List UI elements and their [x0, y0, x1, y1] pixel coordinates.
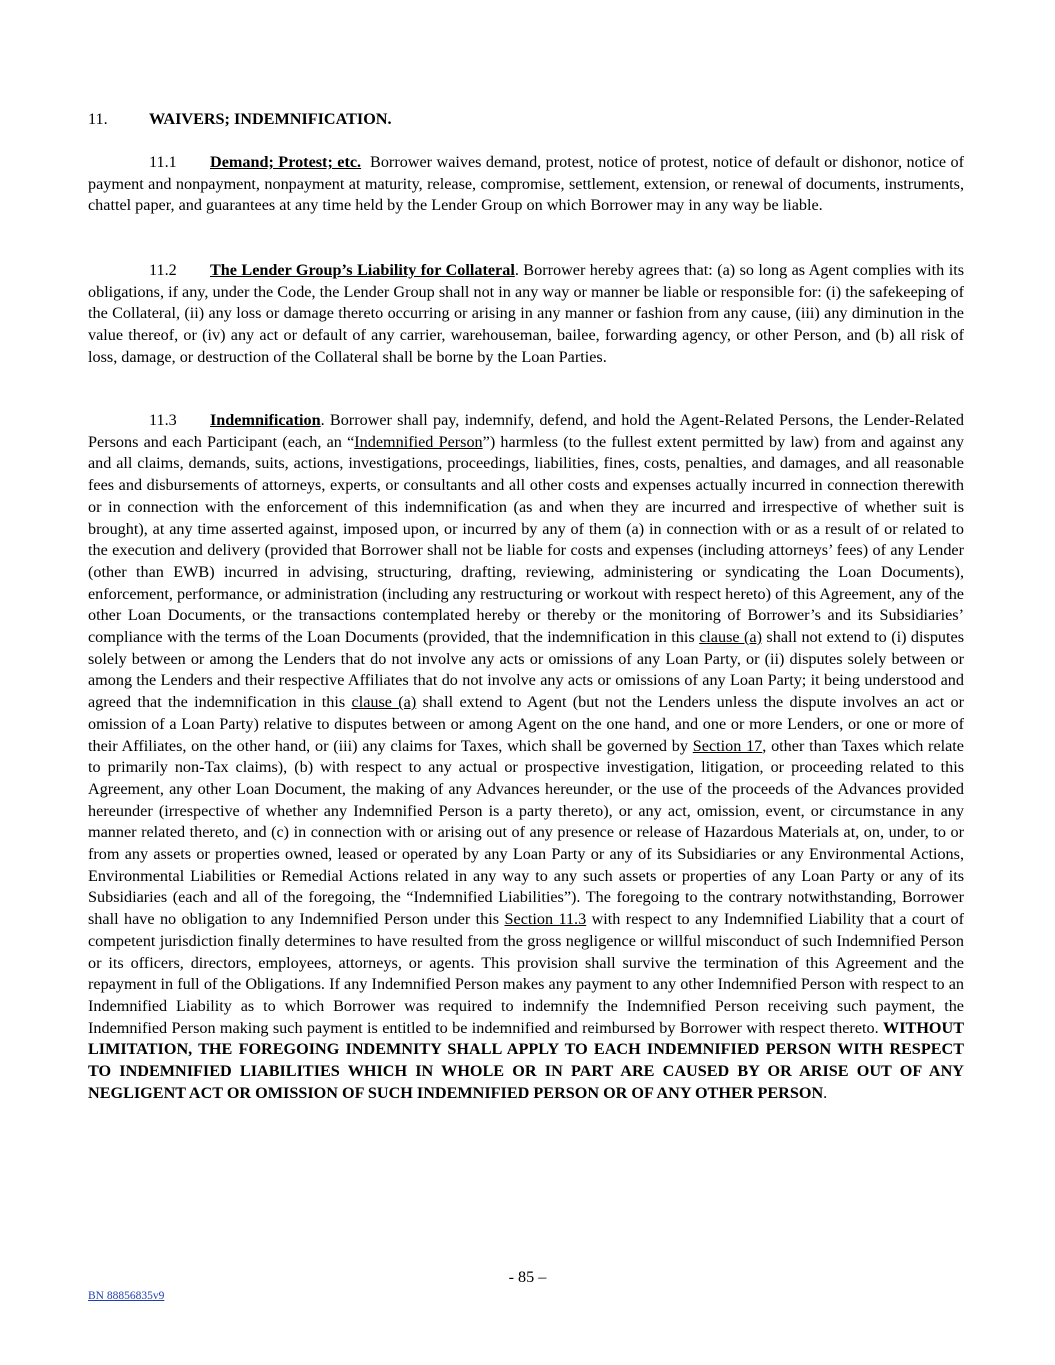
subsection-title: Demand; Protest; etc.	[210, 153, 362, 171]
subsection-11-3	[88, 410, 964, 1105]
section-heading	[88, 109, 392, 131]
subsection-11-2	[88, 260, 964, 369]
body-text: shall not extend to (i) disputes solely between or among the Lenders that do not involve any acts or omissions of any Loan Party, or (ii) disputes solely between or among the Lenders and their respective Affiliates that do not involve any acts or omissions of any Loan Party; it being understood and agreed that the indemnification in this	[88, 628, 964, 712]
document-id-link[interactable]: BN 88856835v9	[88, 1290, 165, 1302]
subsection-body: . Borrower hereby agrees that: (a) so long as Agent complies with its obligations, if any, under the Code, the Lender Group shall not in any way or manner be liable or responsible for: (i) the safekeeping of the Collateral, (ii) any loss or damage thereto occurring or arising in any manner or fashion from any cause, (iii) any diminution in the value thereof, or (iv) any act or default of any carrier, warehouseman, bailee, forwarding agency, or other Person, and (b) all risk of loss, damage, or destruction of the Collateral shall be borne by the Loan Parties.	[88, 261, 964, 366]
body-text: shall extend to Agent (but not the Lenders unless the dispute involves an act or omission of a Loan Party) relative to disputes between or among Agent on the one hand, and one or more Lenders, or one or more of their Affiliates, on the other hand, or (iii) any claims for Taxes, which shall be governed by	[88, 693, 965, 755]
cross-reference-link[interactable]: Section 11.3	[504, 910, 587, 929]
subsection-number: 11.1	[149, 153, 177, 171]
subsection-body: Borrower waives demand, protest, notice of protest, notice of default or dishonor, notice of payment and nonpayment, nonpayment at maturity, release, compromise, settlement, extension, or renewal of documents, instruments, chattel paper, and guarantees at any time held by the Lender Group on which Borrower may in any way be liable.	[88, 153, 965, 215]
section-number: 11.	[88, 110, 108, 128]
defined-term: Indemnified Person	[354, 432, 483, 451]
page-number: - 85 –	[508, 1268, 547, 1286]
cross-reference-link[interactable]: Section 17	[692, 736, 763, 755]
body-text: , other than Taxes which relate to primarily non-Tax claims), (b) with respect to any actual or prospective investigation, litigation, or proceeding related to this Agreement, any other Loan Document, the making of any Advances hereunder, or the use of the proceeds of the Advances provided hereunder (irrespective of whether any Indemnified Person is a party thereto), or any act, omission, event, or circumstance in any manner related thereto, and (c) in connection with or arising out of any presence or release of Hazardous Materials at, on, under, to or from any assets or properties owned, leased or operated by any Loan Party or any of its Subsidiaries or any Environmental Actions, Environmental Liabilities or Remedial Actions related in any way to any such assets or properties of any Loan Party or any of its Subsidiaries (each and all of the foregoing, the “Indemnified Liabilities”). The foregoing to the contrary notwithstanding, Borrower shall have no obligation to any Indemnified Person under this	[88, 736, 964, 929]
subsection-11-1	[88, 152, 964, 217]
body-text: ”) harmless (to the fullest extent permitted by law) from and against any and all claims, demands, suits, actions, investigations, proceedings, liabilities, fines, costs, penalties, and damages, and all reasonable fees and disbursements of attorneys, experts, or consultants and all other costs and expenses actually incurred in connection therewith or in connection with the enforcement of this indemnification (as and when they are incurred and irrespective of whether suit is brought), at any time asserted against, imposed upon, or incurred by any of them (a) in connection with or as a result of or related to the execution and delivery (provided that Borrower shall not be liable for costs and expenses (including attorneys’ fees) of any Lender (other than EWB) incurred in advising, structuring, drafting, reviewing, administering or syndicating the Loan Documents), enforcement, performance, or administration (including any restructuring or workout with respect hereto) of this Agreement, any of the other Loan Documents, or the transactions contemplated hereby or thereby or the monitoring of Borrower’s and its Subsidiaries’ compliance with the terms of the Loan Documents (provided, that the indemnification in this	[88, 432, 964, 647]
cross-reference-link[interactable]: clause (a)	[351, 693, 417, 712]
subsection-number: 11.2	[149, 261, 177, 279]
body-text: .	[823, 1083, 828, 1102]
body-text: . Borrower shall pay, indemnify, defend, and hold the Agent-Related Persons, the Lender-Related Persons and each Participant (each, an “	[88, 411, 964, 451]
bold-clause: WITHOUT LIMITATION, THE FOREGOING INDEMNITY SHALL APPLY TO EACH INDEMNIFIED PERSON WITH RESPECT TO INDEMNIFIED LIABILITIES WHICH IN WHOLE OR IN PART ARE CAUSED BY OR ARISE OUT OF ANY NEGLIGENT ACT OR OMISSION OF SUCH INDEMNIFIED PERSON OR OF ANY OTHER PERSON	[88, 1018, 964, 1102]
body-text: with respect to any Indemnified Liability that a court of competent jurisdiction finally determines to have resulted from the gross negligence or willful misconduct of such Indemnified Person or its officers, directors, employees, attorneys, or agents. This provision shall survive the termination of this Agreement and the repayment in full of the Obligations. If any Indemnified Person makes any payment to any other Indemnified Person with respect to an Indemnified Liability as to which Borrower was required to indemnify the Indemnified Person receiving such payment, the Indemnified Person making such payment is entitled to be indemnified and reimbursed by Borrower with respect thereto.	[88, 910, 964, 1037]
cross-reference-link[interactable]: clause (a)	[699, 628, 762, 647]
subsection-title: Indemnification	[210, 411, 321, 429]
section-title: WAIVERS; INDEMNIFICATION.	[149, 110, 392, 128]
subsection-title: The Lender Group’s Liability for Collateral	[210, 261, 515, 279]
subsection-number: 11.3	[149, 411, 177, 429]
